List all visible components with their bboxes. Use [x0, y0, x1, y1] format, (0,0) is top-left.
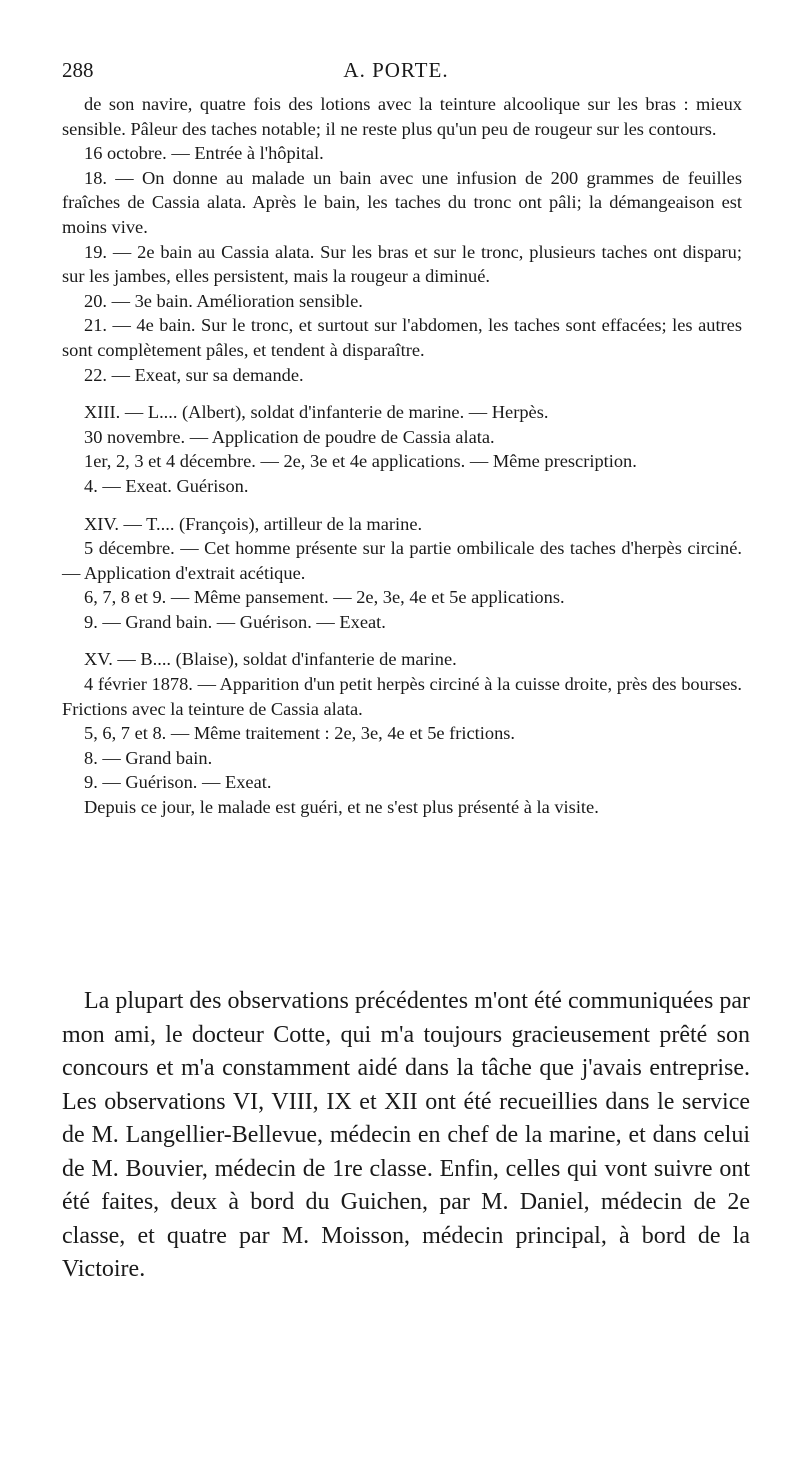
paragraph: 20. — 3e bain. Amélioration sensible. [84, 290, 363, 311]
paragraph: de son navire, quatre fois des lotions avec la teinture alcoolique sur les bras : mieux sensible. Pâleur des taches notable; il ne reste plus qu'un peu de rougeur sur les contours. [62, 94, 742, 139]
paragraph: 1er, 2, 3 et 4 décembre. — 2e, 3e et 4e applications. — Même prescription. [84, 451, 637, 472]
running-title: A. PORTE. [343, 58, 449, 82]
paragraph: 30 novembre. — Application de poudre de Cassia alata. [84, 426, 495, 447]
paragraph: 19. — 2e bain au Cassia alata. Sur les bras et sur le tronc, plusieurs taches ont disparu; sur les jambes, elles persistent, mais la rougeur a diminué. [62, 241, 742, 287]
observation-heading: XIII. — L.... (Albert), soldat d'infanterie de marine. — Herpès. [84, 402, 549, 423]
paragraph: 5, 6, 7 et 8. — Même traitement : 2e, 3e, 4e et 5e frictions. [84, 723, 516, 744]
paragraph: 22. — Exeat, sur sa demande. [84, 364, 304, 385]
paragraph: 6, 7, 8 et 9. — Même pansement. — 2e, 3e, 4e et 5e applications. [84, 587, 565, 608]
paragraph: 4. — Exeat. Guérison. [84, 475, 249, 496]
paragraph: 9. — Guérison. — Exeat. [84, 772, 272, 793]
paragraph: 21. — 4e bain. Sur le tronc, et surtout sur l'abdomen, les taches sont effacées; les autres sont complètement pâles, et tendent à disparaître. [62, 315, 742, 360]
page-header [62, 58, 730, 86]
observations-text [62, 92, 742, 820]
paragraph: 5 décembre. — Cet homme présente sur la partie ombilicale des taches d'herpès circiné. — Application d'extrait acétique. [62, 538, 742, 583]
page-number: 288 [62, 58, 94, 82]
paragraph: 4 février 1878. — Apparition d'un petit herpès circiné à la cuisse droite, près des bourses. Frictions avec la teinture de Cassia alata. [62, 674, 742, 719]
observation-heading: XIV. — T.... (François), artilleur de la marine. [84, 513, 423, 534]
paragraph: 16 octobre. — Entrée à l'hôpital. [84, 143, 324, 164]
observation-heading: XV. — B.... (Blaise), soldat d'infanterie de marine. [84, 649, 457, 670]
paragraph: 9. — Grand bain. — Guérison. — Exeat. [84, 611, 386, 632]
paragraph: 8. — Grand bain. [84, 747, 213, 768]
paragraph: 18. — On donne au malade un bain avec une infusion de 200 grammes de feuilles fraîches de Cassia alata. Après le bain, les taches du tronc ont pâli; la démangeaison est moins vive. [62, 167, 742, 237]
closing-paragraph-block [62, 985, 750, 1287]
closing-paragraph: La plupart des observations précédentes m'ont été communiquées par mon ami, le docteur Cotte, qui m'a toujours gracieusement prêté son concours et m'a constamment aidé dans la tâche que j'avais entreprise. Les observations VI, VIII, IX et XII ont été recueillies dans le service de M. Langellier-Bellevue, médecin en chef de la marine, et dans celui de M. Bouvier, médecin de 1re classe. Enfin, celles qui vont suivre ont été faites, deux à bord du Guichen, par M. Daniel, médecin de 2e classe, et quatre par M. Moisson, médecin principal, à bord de la Victoire. [62, 988, 750, 1282]
paragraph: Depuis ce jour, le malade est guéri, et ne s'est plus présenté à la visite. [84, 797, 599, 818]
